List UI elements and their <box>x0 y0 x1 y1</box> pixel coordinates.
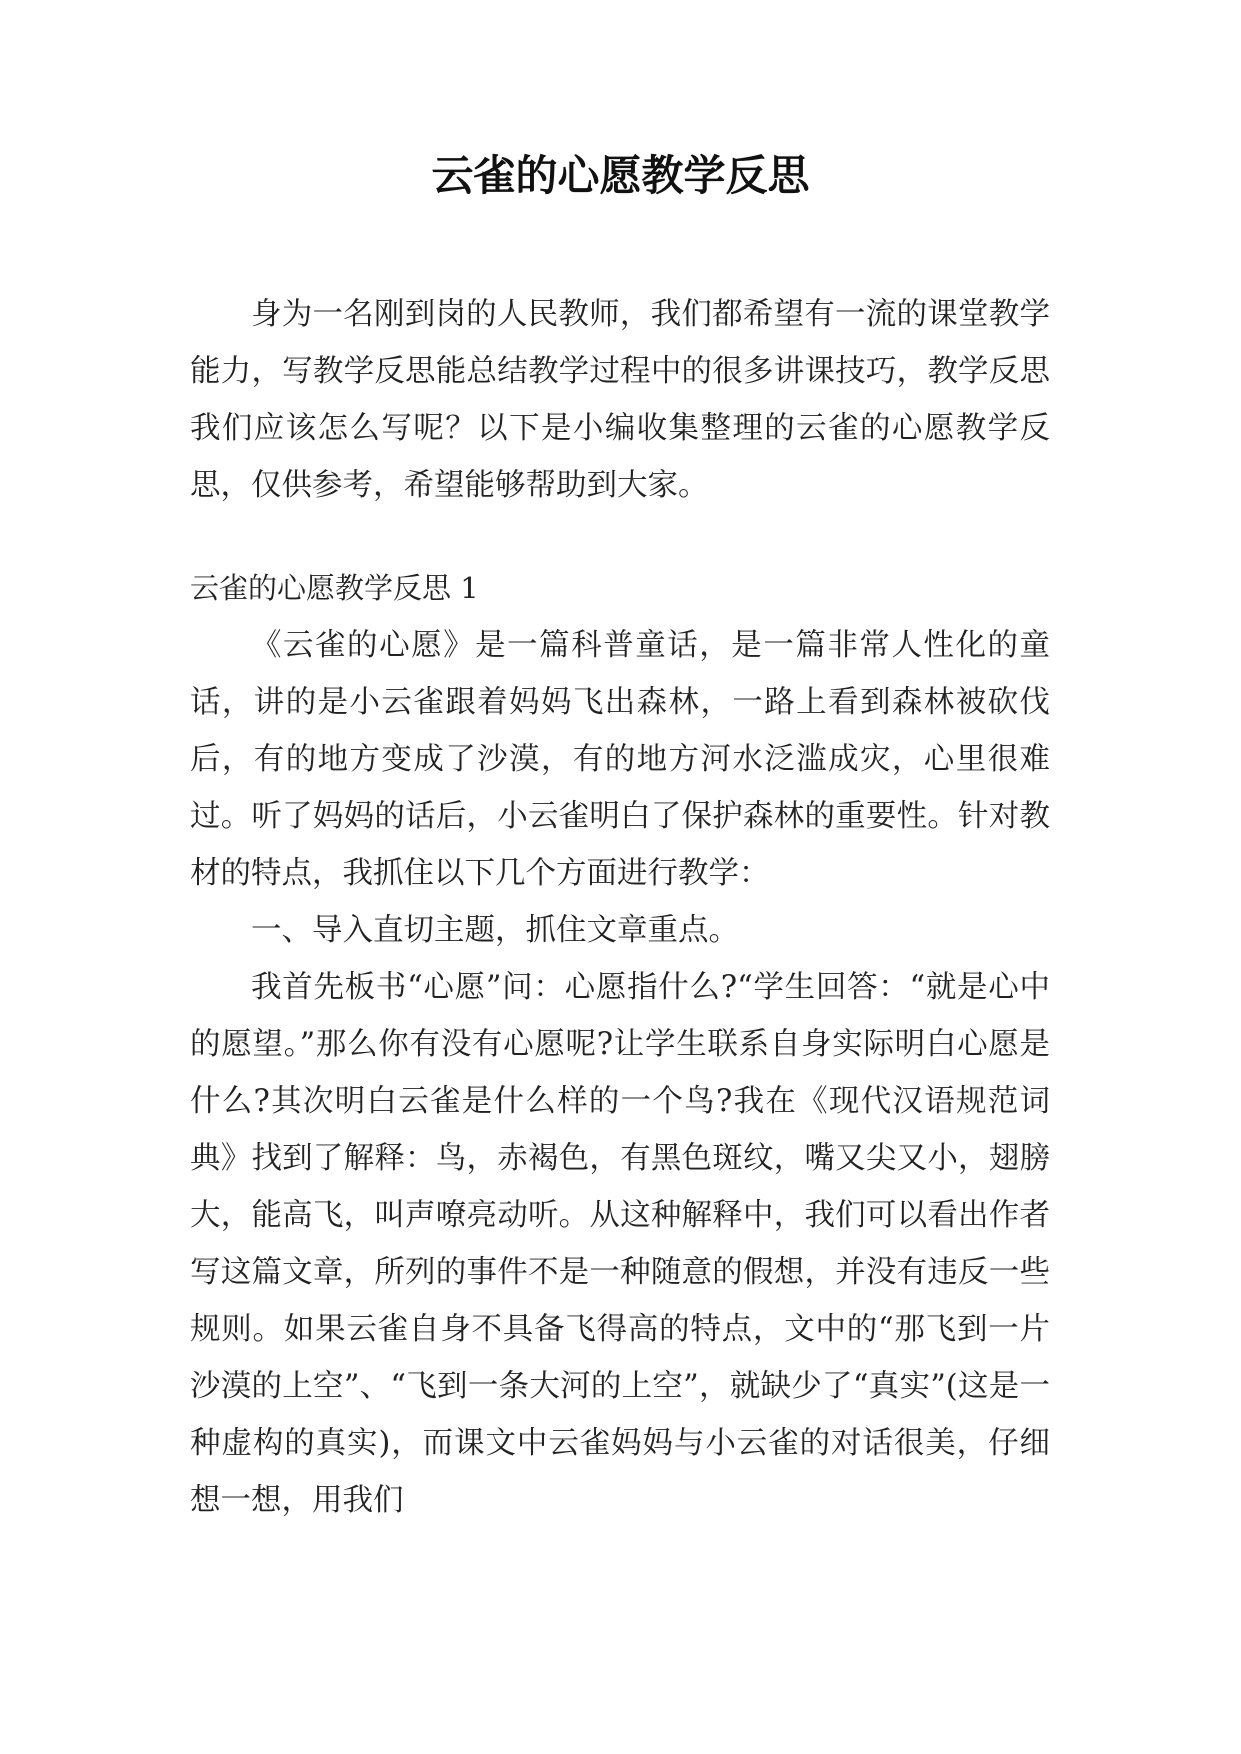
document-body <box>190 286 1050 1529</box>
body-paragraph: 我首先板书“心愿”问：心愿指什么?“学生回答：“就是心中的愿望。”那么你有没有心愿呢?让学生联系自身实际明白心愿是什么?其次明白云雀是什么样的一个鸟?我在《现代汉语规范词典》找到了解释：鸟，赤褐色，有黑色斑纹，嘴又尖又小，翅膀大，能高飞，叫声嘹亮动听。从这种解释中，我们可以看出作者写这篇文章，所列的事件不是一种随意的假想，并没有违反一些规则。如果云雀自身不具备飞得高的特点，文中的“那飞到一片沙漠的上空”、“飞到一条大河的上空”，就缺少了“真实”(这是一种虚构的真实)，而课文中云雀妈妈与小云雀的对话很美，仔细想一想，用我们 <box>190 970 1050 1518</box>
document-title: 云雀的心愿教学反思 <box>431 151 810 200</box>
section-heading: 云雀的心愿教学反思 1 <box>190 571 479 605</box>
body-paragraph: 《云雀的心愿》是一篇科普童话，是一篇非常人性化的童话，讲的是小云雀跟着妈妈飞出森林，一路上看到森林被砍伐后，有的地方变成了沙漠，有的地方河水泛滥成灾，心里很难过。听了妈妈的话后，小云雀明白了保护森林的重要性。针对教材的特点，我抓住以下几个方面进行教学： <box>190 628 1050 891</box>
body-paragraph: 一、导入直切主题，抓住文章重点。 <box>251 913 739 948</box>
intro-paragraph: 身为一名刚到岗的人民教师，我们都希望有一流的课堂教学能力，写教学反思能总结教学过程中的很多讲课技巧，教学反思我们应该怎么写呢？以下是小编收集整理的云雀的心愿教学反思，仅供参考，希望能够帮助到大家。 <box>190 297 1050 503</box>
